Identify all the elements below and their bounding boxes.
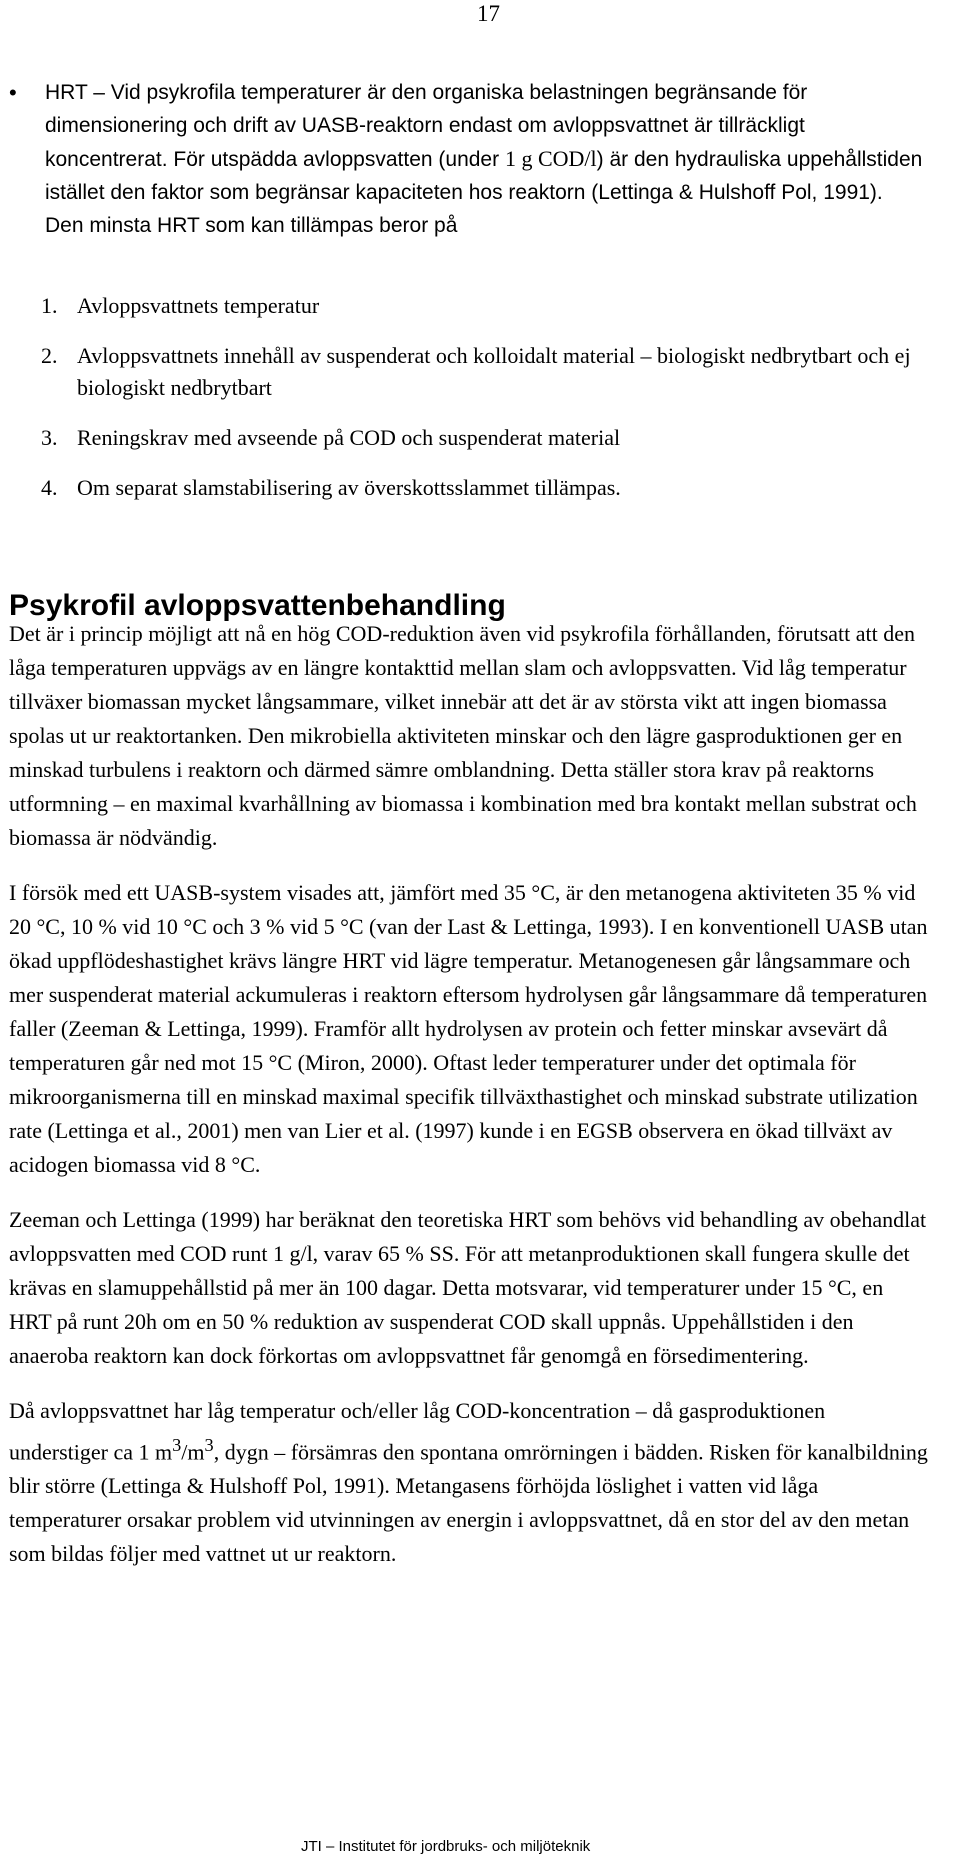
bullet-text bbox=[45, 76, 925, 242]
page-footer: JTI – Institutet för jordbruks- och miljöteknik bbox=[301, 1838, 591, 1855]
list-item-number: 3. bbox=[41, 425, 58, 450]
list-item bbox=[41, 340, 921, 404]
paragraph: Det är i princip möjligt att nå en hög COD-reduktion även vid psykrofila förhållanden, förutsatt att den låga temperaturen uppvägs av en längre kontakttid mellan slam och avloppsvatten. Vid låg temperatur tillväxer biomassan mycket långsammare, vilket innebär att det är av största vikt att ingen biomassa spolas ut ur reaktortanken. Den mikrobiella aktiviteten minskar och den lägre gasproduktionen ger en minskad turbulens i reaktorn och därmed sämre omblandning. Detta ställer stora krav på reaktorns utformning – en maximal kvarhållning av biomassa i kombination med bra kontakt mellan substrat och biomassa är nödvändig. bbox=[9, 621, 917, 850]
list-item bbox=[41, 422, 921, 454]
list-item-text: Reningskrav med avseende på COD och suspenderat material bbox=[77, 425, 621, 450]
bullet-row bbox=[9, 76, 929, 242]
superscript: 3 bbox=[204, 1435, 214, 1455]
list-item-number: 1. bbox=[41, 293, 58, 318]
superscript: 3 bbox=[172, 1435, 182, 1455]
page-number: 17 bbox=[477, 1, 500, 26]
list-item-text: Avloppsvattnets innehåll av suspenderat och kolloidalt material – biologiskt nedbrytbart och ej biologiskt nedbrytbart bbox=[77, 343, 911, 400]
list-item-number: 2. bbox=[41, 343, 58, 368]
numbered-list bbox=[41, 290, 921, 522]
list-item-text: Avloppsvattnets temperatur bbox=[77, 293, 320, 318]
list-item bbox=[41, 290, 921, 322]
body-text bbox=[9, 617, 929, 1592]
section-heading: Psykrofil avloppsvattenbehandling bbox=[9, 588, 506, 622]
bullet-text-part2: ) är den hydrauliska uppehållstiden istället den faktor som begränsar kapaciteten hos reaktorn (Lettinga & Hulshoff Pol, 1991). Den minsta HRT som kan tillämpas beror på bbox=[45, 148, 923, 237]
paragraph-part: /m bbox=[181, 1439, 205, 1465]
bullet-marker: • bbox=[9, 80, 17, 105]
paragraph-last bbox=[9, 1394, 929, 1571]
bullet-text-serif: 1 g COD/l bbox=[504, 146, 597, 171]
paragraph-part: , dygn – försämras den spontana omrörningen i bädden. Risken för kanalbildning blir större (Lettinga & Hulshoff Pol, 1991). Metangasens förhöjda löslighet i vatten vid låga temperaturer orsakar problem vid utvinningen av energin i avloppsvattnet, då en stor del av den metan som bildas följer med vattnet ut ur reaktorn. bbox=[9, 1439, 928, 1567]
list-item bbox=[41, 472, 921, 504]
list-item-text: Om separat slamstabilisering av överskottsslammet tillämpas. bbox=[77, 475, 621, 500]
bullet-text-part1: HRT – Vid psykrofila temperaturer är den organiska belastningen begränsande för dimensionering och drift av UASB-reaktorn endast om avloppsvattnet är tillräckligt koncentrerat. För utspädda avloppsvatten (under bbox=[45, 81, 808, 171]
list-item-number: 4. bbox=[41, 475, 58, 500]
paragraph-part: Då avloppsvattnet har låg temperatur och/eller låg COD-koncentration – då gasproduktionen understiger ca 1 m bbox=[9, 1398, 826, 1465]
hrt-bullet bbox=[9, 76, 929, 242]
paragraph: Zeeman och Lettinga (1999) har beräknat den teoretiska HRT som behövs vid behandling av obehandlat avloppsvatten med COD runt 1 g/l, varav 65 % SS. För att metanproduktionen skall fungera skulle det krävas en slamuppehållstid på mer än 100 dagar. Detta motsvarar, vid temperaturer under 15 °C, en HRT på runt 20h om en 50 % reduktion av suspenderat COD skall uppnås. Uppehållstiden i den anaeroba reaktorn kan dock förkortas om avloppsvattnet får genomgå en försedimentering. bbox=[9, 1207, 927, 1368]
paragraph: I försök med ett UASB-system visades att, jämfört med 35 °C, är den metanogena aktiviteten 35 % vid 20 °C, 10 % vid 10 °C och 3 % vid 5 °C (van der Last & Lettinga, 1993). I en konventionell UASB utan ökad uppflödeshastighet krävs längre HRT vid lägre temperatur. Metanogenesen går långsammare och mer suspenderat material ackumuleras i reaktorn eftersom hydrolysen går långsammare då temperaturen faller (Zeeman & Lettinga, 1999). Framför allt hydrolysen av protein och fetter minskar avsevärt då temperaturen går ned mot 15 °C (Miron, 2000). Oftast leder temperaturer under det optimala för mikroorganismerna till en minskad maximal specifik tillväxthastighet och minskad substrate utilization rate (Lettinga et al., 2001) men van Lier et al. (1997) kunde i en EGSB observera en ökad tillväxt av acidogen biomassa vid 8 °C. bbox=[9, 880, 928, 1177]
